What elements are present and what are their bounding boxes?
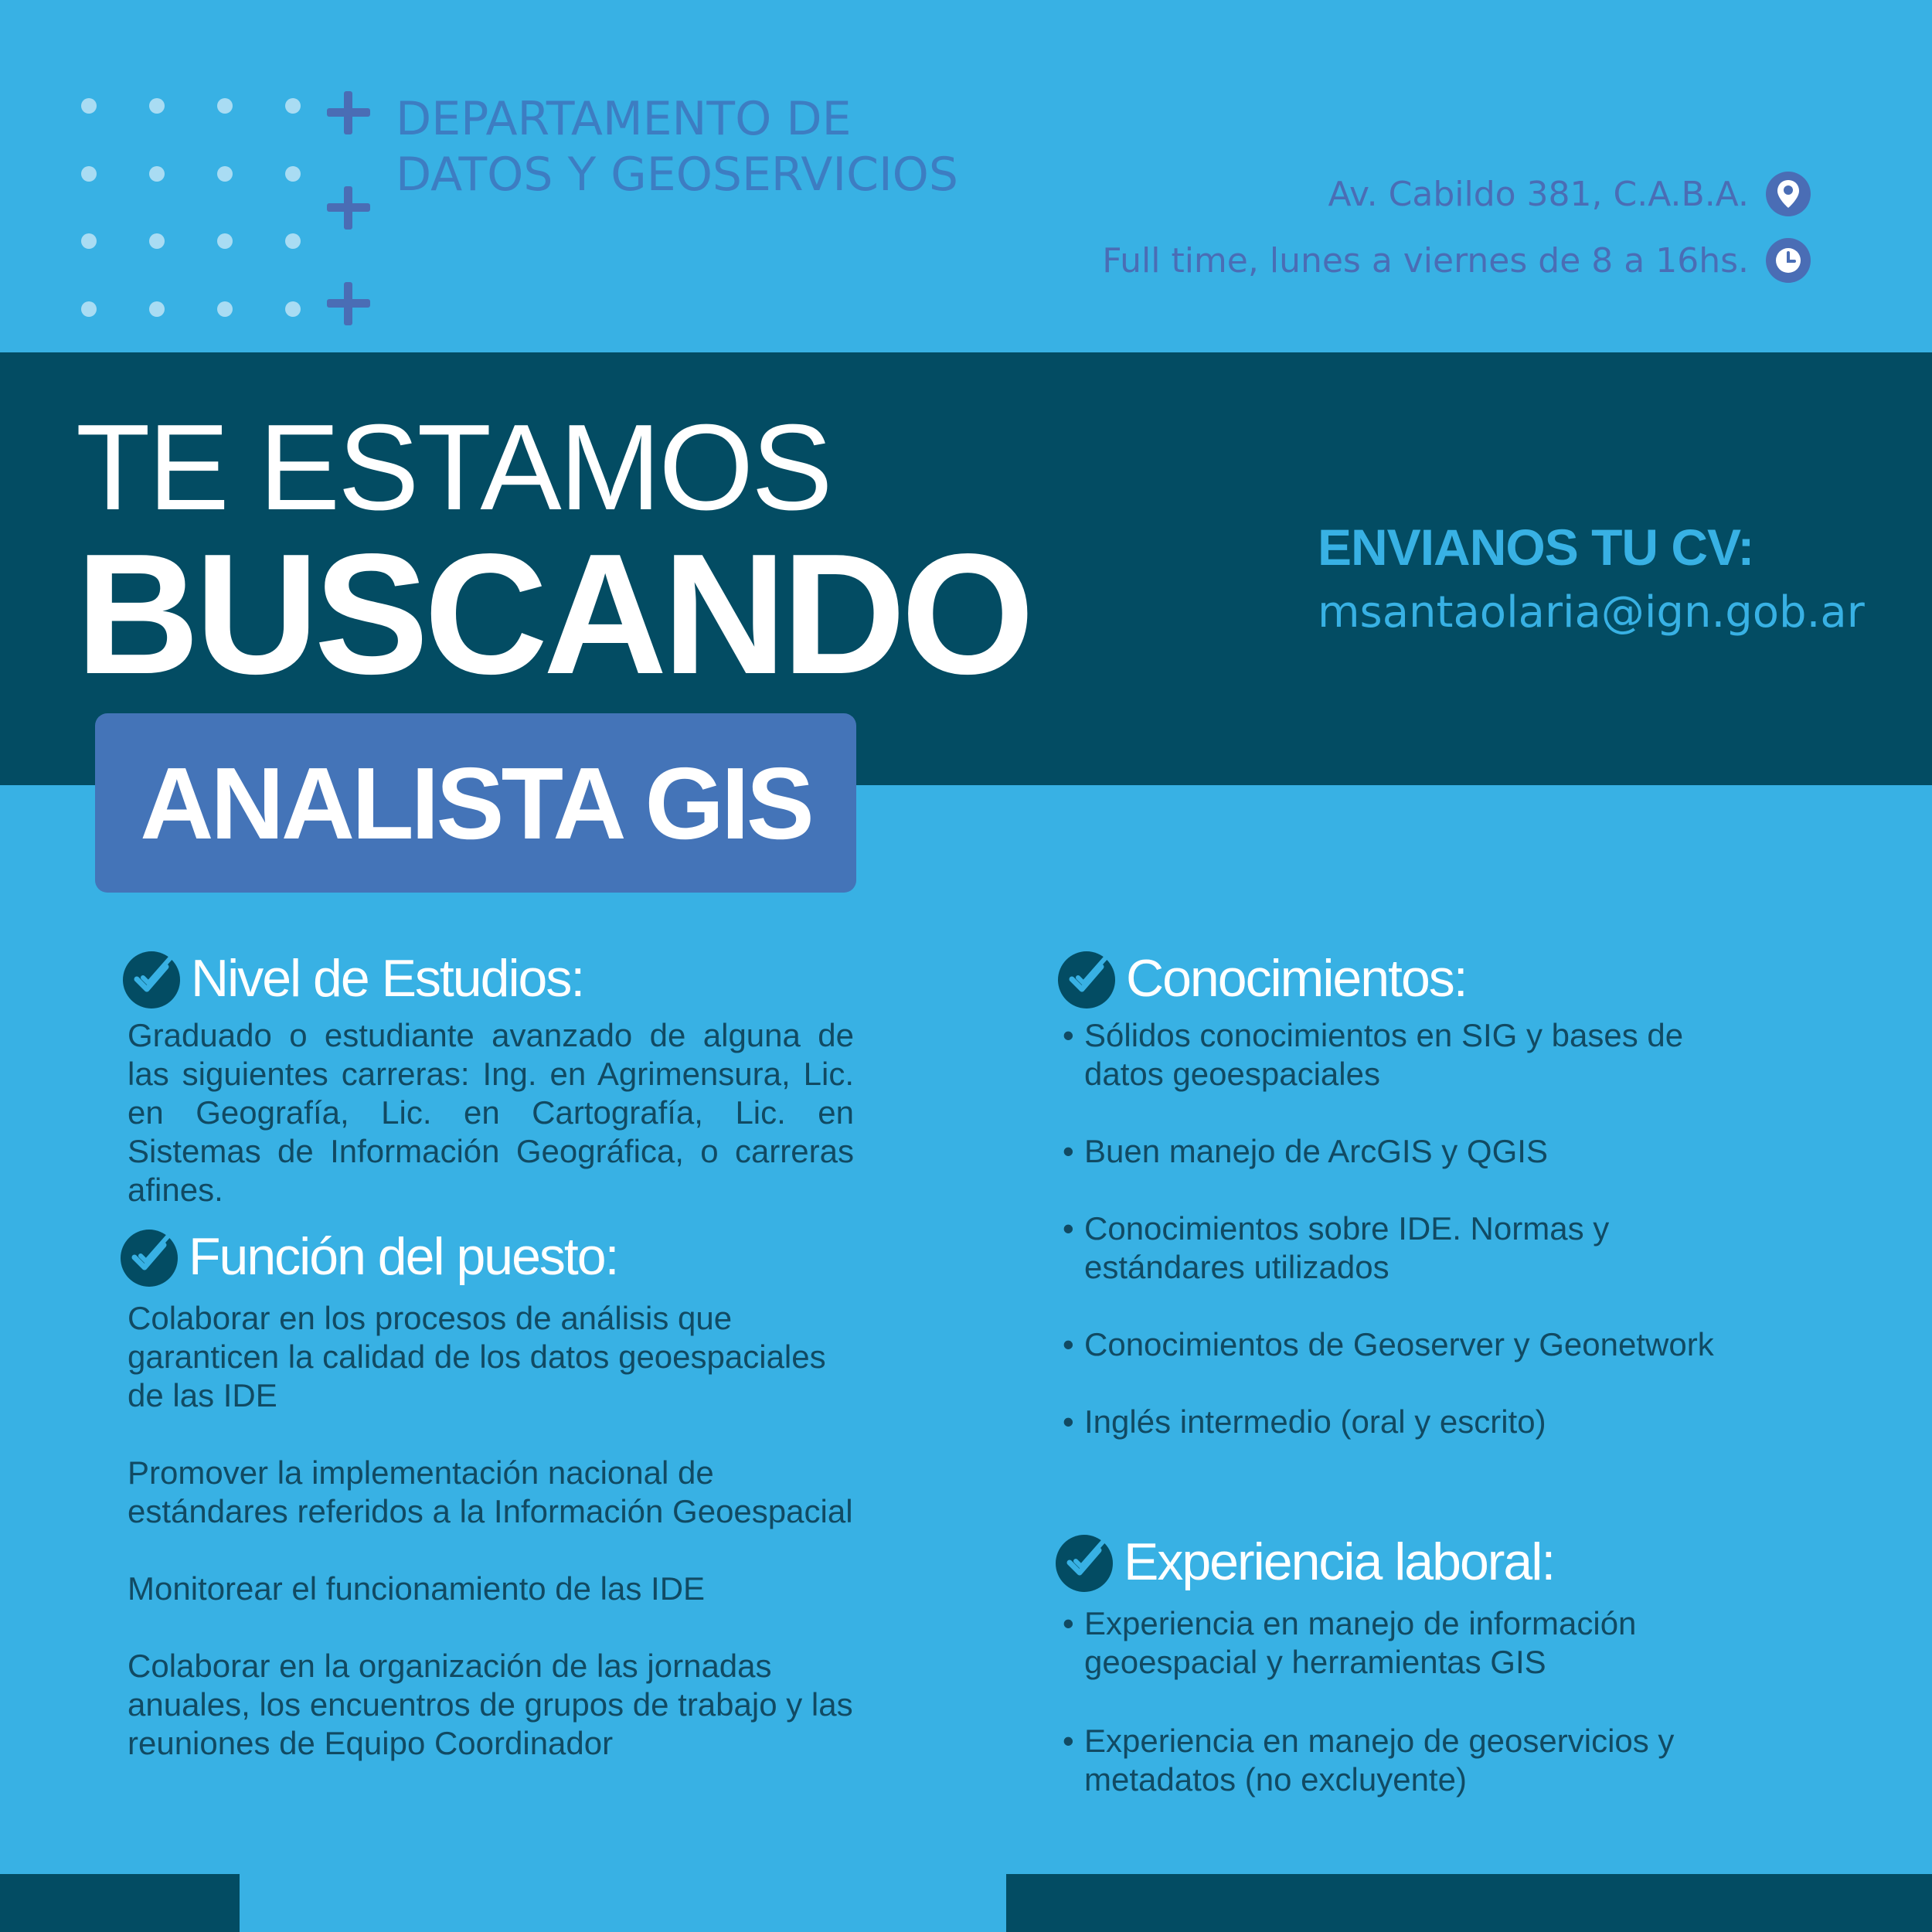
funcion-item: Promover la implementación nacional de estándares referidos a la Información Geoespacial xyxy=(128,1454,853,1529)
schedule-line xyxy=(1102,238,1811,283)
section-header xyxy=(1053,1530,1841,1594)
conocimientos-item: • Conocimientos de Geoserver y Geonetwork xyxy=(1063,1325,1758,1364)
footer-block-right xyxy=(1006,1874,1932,1932)
check-circle-icon xyxy=(1055,947,1118,1010)
section-funcion xyxy=(117,1225,859,1801)
check-circle-icon xyxy=(1053,1530,1116,1594)
plus-icon xyxy=(327,91,370,134)
section-header xyxy=(1055,947,1843,1010)
section-title: Función del puesto: xyxy=(189,1227,618,1286)
position-title: ANALISTA GIS xyxy=(140,746,811,860)
section-title: Nivel de Estudios: xyxy=(191,949,584,1008)
department-line-1: DEPARTAMENTO DE xyxy=(396,92,852,146)
department-name xyxy=(396,91,958,202)
experiencia-item: • Experiencia en manejo de geoservicios y metadatos (no excluyente) xyxy=(1063,1722,1696,1799)
cv-email-link[interactable]: msantaolaria@ign.gob.ar xyxy=(1318,587,1865,638)
funcion-item: Colaborar en la organización de las jornadas anuales, los encuentros de grupos de trabajo y las reuniones de Equipo Coordinador xyxy=(128,1648,853,1761)
conocimientos-item: • Buen manejo de ArcGIS y QGIS xyxy=(1063,1132,1758,1171)
section-experiencia xyxy=(1053,1530,1841,1799)
section-title: Experiencia laboral: xyxy=(1124,1532,1555,1591)
funcion-item: Colaborar en los procesos de análisis que garanticen la calidad de los datos geoespaciales de las IDE xyxy=(128,1300,826,1413)
section-conocimientos xyxy=(1055,947,1843,1441)
location-pin-icon xyxy=(1766,172,1811,216)
footer-block-left xyxy=(0,1874,240,1932)
conocimientos-item: • Sólidos conocimientos en SIG y bases de datos geoespaciales xyxy=(1063,1016,1758,1094)
conocimientos-item: • Inglés intermedio (oral y escrito) xyxy=(1063,1403,1758,1441)
hero-title-line-1: TE ESTAMOS xyxy=(76,400,831,536)
hero-title-line-2: BUSCANDO xyxy=(76,519,1030,710)
check-circle-icon xyxy=(120,947,183,1010)
section-estudios xyxy=(120,947,858,1209)
department-line-2: DATOS Y GEOSERVICIOS xyxy=(396,148,958,202)
experiencia-item: • Experiencia en manejo de información geoespacial y herramientas GIS xyxy=(1063,1604,1696,1682)
section-title: Conocimientos: xyxy=(1126,949,1467,1008)
plus-icon xyxy=(327,186,370,230)
position-badge xyxy=(95,713,856,893)
funcion-item: Monitorear el funcionamiento de las IDE xyxy=(128,1570,706,1607)
section-header xyxy=(117,1225,859,1288)
plus-icon xyxy=(327,282,370,325)
address-line xyxy=(1328,172,1811,216)
section-header xyxy=(120,947,858,1010)
address-text: Av. Cabildo 381, C.A.B.A. xyxy=(1328,174,1749,214)
schedule-text: Full time, lunes a viernes de 8 a 16hs. xyxy=(1102,240,1749,281)
estudios-text: Graduado o estudiante avanzado de alguna de las siguientes carreras: Ing. en Agrimensura, Lic. en Geografía, Lic. en Cartografía, Lic. en Sistemas de Información Geográfica, o carreras afines. xyxy=(128,1017,854,1208)
cv-label: ENVIANOS TU CV: xyxy=(1318,519,1754,576)
conocimientos-item: • Conocimientos sobre IDE. Normas y estándares utilizados xyxy=(1063,1209,1758,1287)
check-circle-icon xyxy=(117,1225,181,1288)
clock-icon xyxy=(1766,238,1811,283)
